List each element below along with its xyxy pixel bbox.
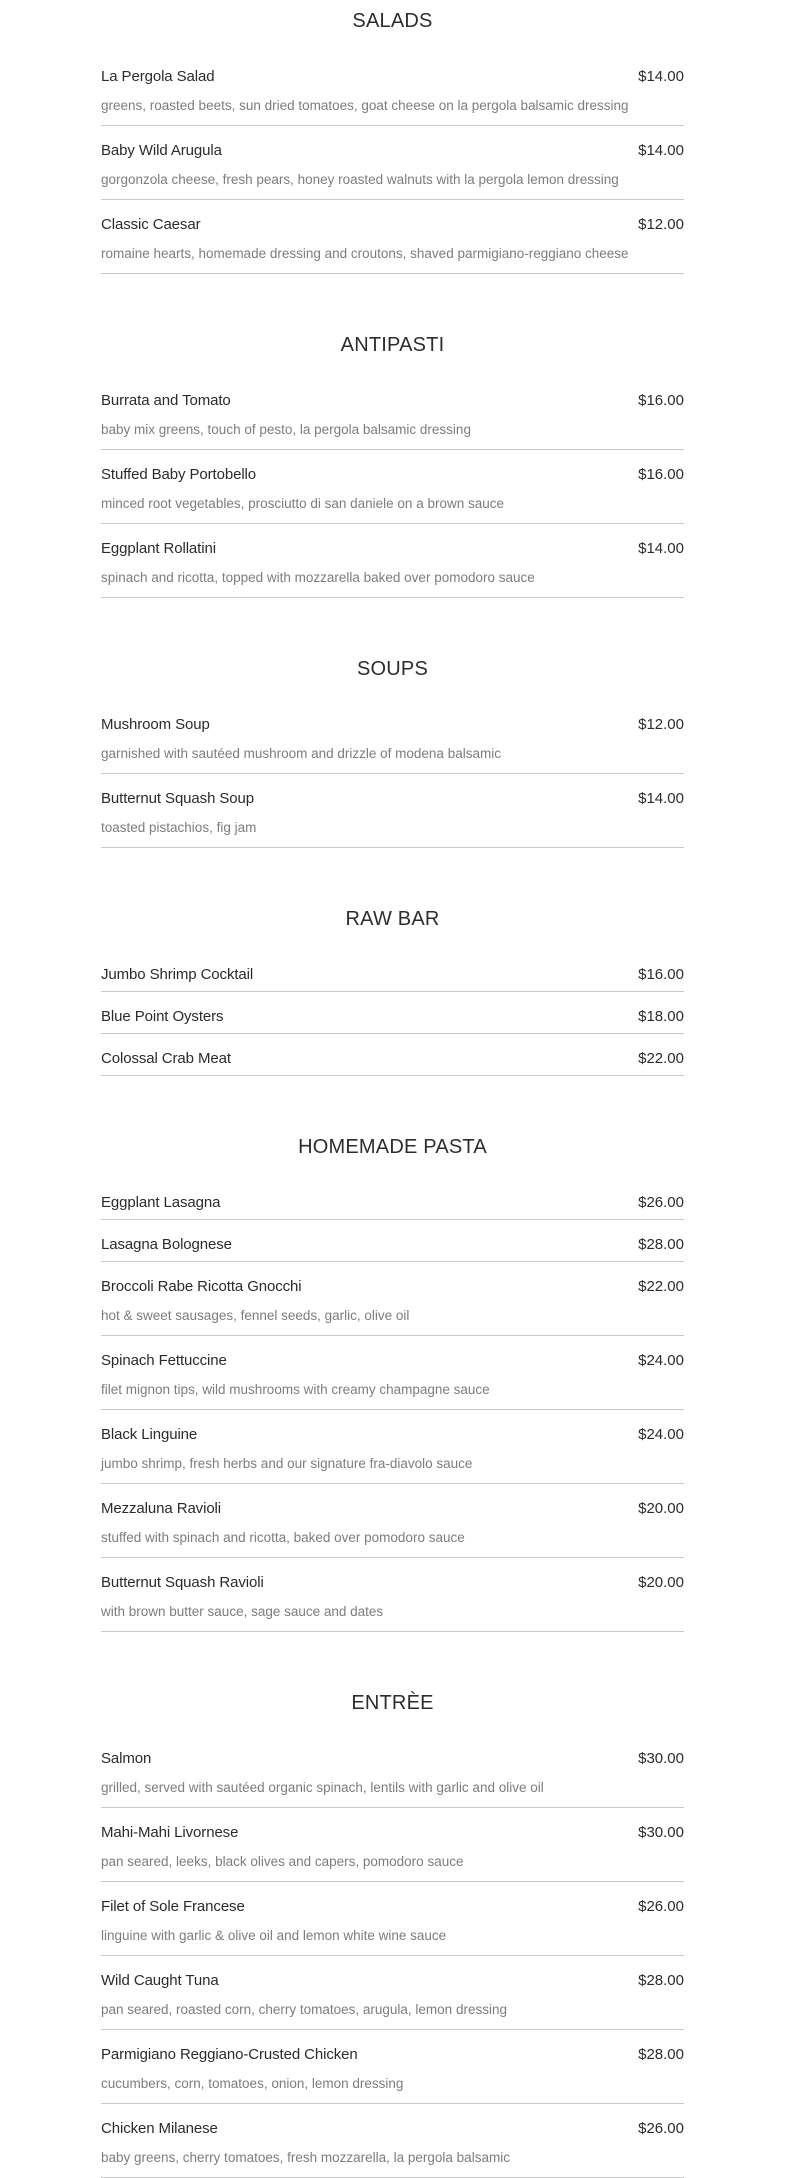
menu-item-header xyxy=(101,540,684,557)
item-name: Black Linguine xyxy=(101,1426,198,1443)
item-price: $20.00 xyxy=(638,1574,684,1591)
menu-item-header xyxy=(101,1824,684,1841)
menu-item xyxy=(101,964,684,992)
item-price: $14.00 xyxy=(638,68,684,85)
menu-section xyxy=(101,656,684,848)
menu-item-header xyxy=(101,966,684,983)
menu-item xyxy=(101,538,684,598)
item-description: pan seared, leeks, black olives and capers, pomodoro sauce xyxy=(101,1854,464,1869)
menu-item xyxy=(101,1350,684,1410)
item-name: Wild Caught Tuna xyxy=(101,1972,219,1989)
item-name: Lasagna Bolognese xyxy=(101,1236,232,1253)
item-description: grilled, served with sautéed organic spinach, lentils with garlic and olive oil xyxy=(101,1780,544,1795)
item-price: $24.00 xyxy=(638,1426,684,1443)
item-description: garnished with sautéed mushroom and drizzle of modena balsamic xyxy=(101,746,501,761)
menu-item-header xyxy=(101,790,684,807)
item-description: spinach and ricotta, topped with mozzarella baked over pomodoro sauce xyxy=(101,570,535,585)
menu-item xyxy=(101,1748,684,1808)
item-description: minced root vegetables, prosciutto di san daniele on a brown sauce xyxy=(101,496,504,511)
menu-item xyxy=(101,66,684,126)
menu-item xyxy=(101,464,684,524)
menu-section xyxy=(101,1690,684,2178)
item-name: Blue Point Oysters xyxy=(101,1008,224,1025)
item-name: La Pergola Salad xyxy=(101,68,215,85)
item-description: jumbo shrimp, fresh herbs and our signature fra-diavolo sauce xyxy=(101,1456,473,1471)
item-name: Broccoli Rabe Ricotta Gnocchi xyxy=(101,1278,302,1295)
menu-item-header xyxy=(101,1574,684,1591)
item-name: Butternut Squash Soup xyxy=(101,790,255,807)
menu-item xyxy=(101,140,684,200)
item-description: linguine with garlic & olive oil and lemon white wine sauce xyxy=(101,1928,447,1943)
section-title: ANTIPASTI xyxy=(340,334,445,356)
item-name: Jumbo Shrimp Cocktail xyxy=(101,966,254,983)
menu-item-header xyxy=(101,1352,684,1369)
menu-item xyxy=(101,1234,684,1262)
item-description: baby greens, cherry tomatoes, fresh mozzarella, la pergola balsamic xyxy=(101,2150,510,2165)
menu-item xyxy=(101,1498,684,1558)
section-title: SALADS xyxy=(352,10,433,32)
menu-section xyxy=(101,332,684,598)
item-price: $24.00 xyxy=(638,1352,684,1369)
item-name: Classic Caesar xyxy=(101,216,201,233)
menu-item-header xyxy=(101,142,684,159)
item-price: $22.00 xyxy=(638,1050,684,1067)
item-price: $26.00 xyxy=(638,1194,684,1211)
menu-item-header xyxy=(101,1750,684,1767)
item-price: $20.00 xyxy=(638,1500,684,1517)
item-price: $16.00 xyxy=(638,966,684,983)
menu-item-header xyxy=(101,1008,684,1025)
menu-item xyxy=(101,1192,684,1220)
menu-item-header xyxy=(101,1426,684,1443)
item-description: toasted pistachios, fig jam xyxy=(101,820,257,835)
menu-item-header xyxy=(101,1050,684,1067)
item-name: Salmon xyxy=(101,1750,152,1767)
item-price: $14.00 xyxy=(638,540,684,557)
item-price: $30.00 xyxy=(638,1750,684,1767)
item-price: $22.00 xyxy=(638,1278,684,1295)
menu-item-header xyxy=(101,1278,684,1295)
menu-item xyxy=(101,214,684,274)
item-description: romaine hearts, homemade dressing and croutons, shaved parmigiano-reggiano cheese xyxy=(101,246,629,261)
menu-item xyxy=(101,2044,684,2104)
section-title: HOMEMADE PASTA xyxy=(298,1136,487,1158)
menu-item-header xyxy=(101,466,684,483)
item-name: Parmigiano Reggiano-Crusted Chicken xyxy=(101,2046,358,2063)
menu-item xyxy=(101,390,684,450)
item-name: Mahi-Mahi Livornese xyxy=(101,1824,239,1841)
item-description: pan seared, roasted corn, cherry tomatoes, arugula, lemon dressing xyxy=(101,2002,507,2017)
menu-item-header xyxy=(101,216,684,233)
menu-item-header xyxy=(101,1898,684,1915)
menu xyxy=(101,0,684,2178)
item-name: Chicken Milanese xyxy=(101,2120,218,2137)
section-title: SOUPS xyxy=(356,658,429,680)
item-description: with brown butter sauce, sage sauce and dates xyxy=(101,1604,384,1619)
menu-item-header xyxy=(101,392,684,409)
item-price: $16.00 xyxy=(638,466,684,483)
menu-item xyxy=(101,714,684,774)
item-price: $28.00 xyxy=(638,1236,684,1253)
item-price: $26.00 xyxy=(638,1898,684,1915)
item-price: $28.00 xyxy=(638,2046,684,2063)
menu-item xyxy=(101,1424,684,1484)
item-name: Spinach Fettuccine xyxy=(101,1352,227,1369)
item-name: Burrata and Tomato xyxy=(101,392,231,409)
item-name: Butternut Squash Ravioli xyxy=(101,1574,264,1591)
item-description: filet mignon tips, wild mushrooms with creamy champagne sauce xyxy=(101,1382,490,1397)
item-price: $18.00 xyxy=(638,1008,684,1025)
menu-item-header xyxy=(101,1236,684,1253)
menu-item xyxy=(101,1896,684,1956)
menu-item-header xyxy=(101,1194,684,1211)
section-title: RAW BAR xyxy=(345,908,440,930)
item-price: $14.00 xyxy=(638,790,684,807)
item-price: $14.00 xyxy=(638,142,684,159)
menu-item xyxy=(101,1006,684,1034)
menu-item xyxy=(101,2118,684,2178)
menu-item-header xyxy=(101,2120,684,2137)
item-description: cucumbers, corn, tomatoes, onion, lemon dressing xyxy=(101,2076,404,2091)
item-name: Mezzaluna Ravioli xyxy=(101,1500,222,1517)
item-name: Eggplant Lasagna xyxy=(101,1194,221,1211)
menu-section xyxy=(101,1134,684,1632)
menu-item-header xyxy=(101,716,684,733)
item-price: $26.00 xyxy=(638,2120,684,2137)
item-price: $28.00 xyxy=(638,1972,684,1989)
item-name: Filet of Sole Francese xyxy=(101,1898,245,1915)
menu-item xyxy=(101,1276,684,1336)
item-name: Colossal Crab Meat xyxy=(101,1050,231,1067)
menu-item-header xyxy=(101,68,684,85)
menu-item xyxy=(101,788,684,848)
section-title: ENTRÈE xyxy=(351,1692,434,1714)
menu-item xyxy=(101,1822,684,1882)
menu-item-header xyxy=(101,1500,684,1517)
item-name: Eggplant Rollatini xyxy=(101,540,216,557)
item-price: $16.00 xyxy=(638,392,684,409)
menu-item xyxy=(101,1048,684,1076)
item-description: gorgonzola cheese, fresh pears, honey roasted walnuts with la pergola lemon dressing xyxy=(101,172,619,187)
item-price: $12.00 xyxy=(638,716,684,733)
menu-section xyxy=(101,906,684,1076)
menu-item xyxy=(101,1572,684,1632)
menu-item xyxy=(101,1970,684,2030)
item-name: Baby Wild Arugula xyxy=(101,142,222,159)
item-description: baby mix greens, touch of pesto, la pergola balsamic dressing xyxy=(101,422,471,437)
item-description: stuffed with spinach and ricotta, baked over pomodoro sauce xyxy=(101,1530,465,1545)
item-name: Stuffed Baby Portobello xyxy=(101,466,257,483)
item-name: Mushroom Soup xyxy=(101,716,210,733)
menu-item-header xyxy=(101,1972,684,1989)
item-description: hot & sweet sausages, fennel seeds, garlic, olive oil xyxy=(101,1308,410,1323)
menu-section xyxy=(101,8,684,274)
menu-item-header xyxy=(101,2046,684,2063)
item-description: greens, roasted beets, sun dried tomatoes, goat cheese on la pergola balsamic dressing xyxy=(101,98,629,113)
item-price: $12.00 xyxy=(638,216,684,233)
item-price: $30.00 xyxy=(638,1824,684,1841)
